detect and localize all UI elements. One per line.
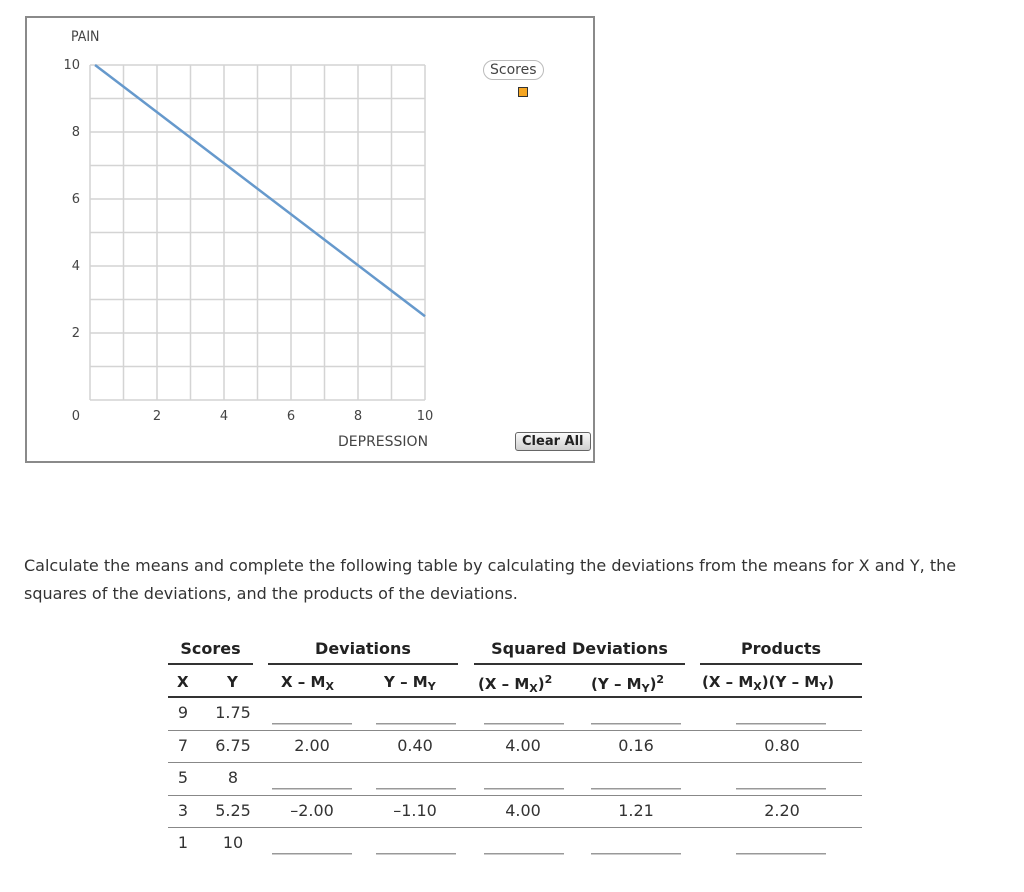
table-cell-x: 7	[177, 735, 189, 755]
clear-all-button[interactable]: Clear All	[515, 432, 591, 451]
x-tick: 6	[286, 409, 296, 424]
col-header-x: X	[177, 673, 189, 691]
answer-input-dev-y[interactable]	[376, 723, 456, 725]
table-cell-sq-x: 4.00	[505, 735, 541, 755]
y-tick: 10	[63, 58, 80, 73]
table-cell-prod: 2.20	[764, 800, 800, 820]
answer-input-sq-y[interactable]	[591, 853, 681, 855]
table-cell-y: 5.25	[215, 800, 251, 820]
col-header-x-dev-squared: $(X - M_X)^2$	[478, 673, 553, 695]
x-tick: 2	[152, 409, 162, 424]
row-divider	[168, 795, 862, 796]
answer-input-sq-x[interactable]	[484, 788, 564, 790]
x-tick: 8	[353, 409, 363, 424]
table-cell-x: 3	[177, 800, 189, 820]
answer-input-dev-x[interactable]	[272, 788, 352, 790]
answer-input-prod[interactable]	[736, 788, 826, 790]
divider	[268, 663, 458, 665]
divider	[474, 663, 685, 665]
table-cell-sq-y: 1.21	[618, 800, 654, 820]
col-header-y: Y	[227, 673, 238, 691]
answer-input-dev-x[interactable]	[272, 853, 352, 855]
instructions-text: Calculate the means and complete the following table by calculating the deviations from the means for X and Y, the squares of the deviations, and the products of the deviations.	[24, 556, 957, 603]
table-cell-sq-y: 0.16	[618, 735, 654, 755]
divider	[168, 663, 253, 665]
table-cell-prod: 0.80	[764, 735, 800, 755]
answer-input-dev-y[interactable]	[376, 853, 456, 855]
chart-plot[interactable]	[27, 18, 593, 461]
y-tick: 8	[71, 125, 80, 140]
row-divider	[168, 827, 862, 828]
y-tick: 6	[71, 192, 80, 207]
table-cell-y: 1.75	[215, 703, 251, 722]
group-header-products: Products	[740, 639, 822, 658]
answer-input-sq-x[interactable]	[484, 853, 564, 855]
table-cell-x: 1	[177, 833, 189, 852]
chart-panel	[25, 16, 595, 463]
group-header-deviations: Deviations	[315, 639, 411, 658]
col-header-products: $(X - M_X)(Y - M_Y)$	[702, 673, 835, 693]
x-tick: 10	[416, 409, 434, 424]
y-tick: 2	[71, 326, 80, 341]
answer-input-sq-y[interactable]	[591, 788, 681, 790]
answer-input-dev-y[interactable]	[376, 788, 456, 790]
legend-scores-label: Scores	[483, 60, 544, 80]
answer-input-prod[interactable]	[736, 853, 826, 855]
group-header-scores: Scores	[180, 639, 241, 658]
y-tick: 4	[71, 259, 80, 274]
col-header-x-minus-mx: X – $M_X$	[281, 673, 334, 693]
answer-input-sq-y[interactable]	[591, 723, 681, 725]
row-divider	[168, 762, 862, 763]
table-cell-x: 9	[177, 703, 189, 722]
col-header-y-dev-squared: $(Y - M_Y)^2$	[591, 673, 665, 695]
y-tick: 0	[71, 409, 80, 424]
table-cell-dev-x: 2.00	[294, 735, 330, 755]
col-header-y-minus-my: Y – $M_Y$	[384, 673, 436, 693]
answer-input-sq-x[interactable]	[484, 723, 564, 725]
x-axis-label: DEPRESSION	[338, 434, 429, 450]
table-cell-x: 5	[177, 768, 189, 787]
legend-square-marker-icon[interactable]	[518, 87, 528, 97]
table-cell-y: 8	[227, 768, 239, 787]
table-cell-y: 10	[222, 833, 244, 852]
trend-line	[95, 65, 425, 316]
divider	[700, 663, 862, 665]
answer-input-dev-x[interactable]	[272, 723, 352, 725]
table-cell-y: 6.75	[215, 735, 251, 755]
header-divider	[168, 696, 862, 698]
table-cell-dev-y: 0.40	[397, 735, 433, 755]
answer-input-prod[interactable]	[736, 723, 826, 725]
table-cell-dev-y: –1.10	[393, 800, 437, 820]
y-axis-label: PAIN	[71, 29, 100, 45]
table-cell-sq-x: 4.00	[505, 800, 541, 820]
row-divider	[168, 730, 862, 731]
table-cell-dev-x: –2.00	[290, 800, 334, 820]
group-header-squared-deviations: Squared Deviations	[491, 639, 668, 658]
x-tick: 4	[219, 409, 229, 424]
